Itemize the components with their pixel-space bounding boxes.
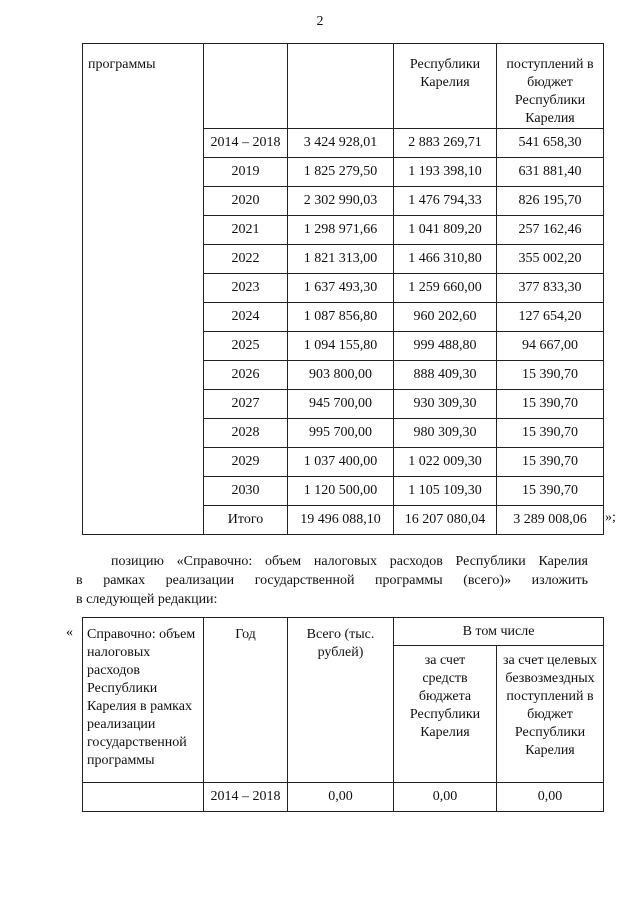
grants-cell: 15 390,70 (497, 361, 604, 390)
grants-cell: 257 162,46 (497, 216, 604, 245)
budget-cell: 16 207 080,04 (394, 506, 497, 535)
year-cell: 2026 (204, 361, 288, 390)
year-cell: 2021 (204, 216, 288, 245)
grants-cell: 127 654,20 (497, 303, 604, 332)
financing-table (82, 43, 604, 535)
table-row (83, 783, 604, 812)
year-cell: 2019 (204, 158, 288, 187)
year-cell: 2014 – 2018 (204, 129, 288, 158)
year-cell: 2030 (204, 477, 288, 506)
budget-cell: 1 466 310,80 (394, 245, 497, 274)
paragraph-line-2: в рамках реализации государственной программы (всего)» изложить (76, 573, 588, 588)
total-cell: 0,00 (288, 783, 394, 812)
grants-cell: 0,00 (497, 783, 604, 812)
grants-cell: 15 390,70 (497, 448, 604, 477)
budget-cell: 1 259 660,00 (394, 274, 497, 303)
total-cell: 19 496 088,10 (288, 506, 394, 535)
budget-cell: 1 041 809,20 (394, 216, 497, 245)
tax-expenditure-table (82, 617, 604, 812)
header-budget-cell: Республики Карелия (394, 44, 497, 129)
table-header-row (83, 44, 604, 129)
grants-cell: 15 390,70 (497, 477, 604, 506)
total-cell: 945 700,00 (288, 390, 394, 419)
year-header: Год (204, 618, 288, 783)
year-cell: 2023 (204, 274, 288, 303)
budget-cell: 888 409,30 (394, 361, 497, 390)
grants-cell: 631 881,40 (497, 158, 604, 187)
closing-quote: »; (605, 510, 616, 525)
total-cell: 1 087 856,80 (288, 303, 394, 332)
year-cell: Итого (204, 506, 288, 535)
budget-header: за счет средств бюджета Республики Карелия (394, 646, 497, 783)
total-cell: 1 637 493,30 (288, 274, 394, 303)
total-cell: 1 037 400,00 (288, 448, 394, 477)
header-grants-cell: поступлений в бюджет Республики Карелия (497, 44, 604, 129)
budget-cell: 1 476 794,33 (394, 187, 497, 216)
year-cell: 2028 (204, 419, 288, 448)
year-cell: 2020 (204, 187, 288, 216)
year-cell: 2022 (204, 245, 288, 274)
total-cell: 2 302 990,03 (288, 187, 394, 216)
year-cell: 2027 (204, 390, 288, 419)
budget-cell: 960 202,60 (394, 303, 497, 332)
grants-cell: 377 833,30 (497, 274, 604, 303)
total-header: Всего (тыс. рублей) (288, 618, 394, 783)
total-cell: 903 800,00 (288, 361, 394, 390)
total-cell: 1 821 313,00 (288, 245, 394, 274)
grants-cell: 15 390,70 (497, 390, 604, 419)
total-cell: 1 298 971,66 (288, 216, 394, 245)
grants-cell: 15 390,70 (497, 419, 604, 448)
budget-cell: 2 883 269,71 (394, 129, 497, 158)
year-cell: 2025 (204, 332, 288, 361)
budget-cell: 999 488,80 (394, 332, 497, 361)
paragraph-line-1: позицию «Справочно: объем налоговых расходов Республики Карелия (111, 554, 588, 569)
total-cell: 1 120 500,00 (288, 477, 394, 506)
year-cell: 2024 (204, 303, 288, 332)
grants-cell: 541 658,30 (497, 129, 604, 158)
table-header-row (83, 618, 604, 646)
year-cell: 2029 (204, 448, 288, 477)
grants-cell: 826 195,70 (497, 187, 604, 216)
grants-cell: 355 002,20 (497, 245, 604, 274)
budget-cell: 1 105 109,30 (394, 477, 497, 506)
program-label-cell: программы (83, 44, 204, 535)
total-cell: 1 094 155,80 (288, 332, 394, 361)
year-cell: 2014 – 2018 (204, 783, 288, 812)
including-header: В том числе (394, 618, 604, 646)
budget-cell: 0,00 (394, 783, 497, 812)
grants-cell: 94 667,00 (497, 332, 604, 361)
header-empty-cell (204, 44, 288, 129)
budget-cell: 930 309,30 (394, 390, 497, 419)
budget-cell: 980 309,30 (394, 419, 497, 448)
budget-cell: 1 022 009,30 (394, 448, 497, 477)
reference-label-cell: Справочно: объем налоговых расходов Республики Карелия в рамках реализации государственной программы (83, 618, 204, 783)
paragraph-line-3: в следующей редакции: (76, 592, 218, 607)
grants-header: за счет целевых безвозмездных поступлений в бюджет Республики Карелия (497, 646, 604, 783)
total-cell: 995 700,00 (288, 419, 394, 448)
total-cell: 1 825 279,50 (288, 158, 394, 187)
budget-cell: 1 193 398,10 (394, 158, 497, 187)
page-number: 2 (316, 14, 324, 29)
total-cell: 3 424 928,01 (288, 129, 394, 158)
header-empty-cell (288, 44, 394, 129)
grants-cell: 3 289 008,06 (497, 506, 604, 535)
opening-quote: « (66, 625, 73, 640)
empty-cell (83, 783, 204, 812)
